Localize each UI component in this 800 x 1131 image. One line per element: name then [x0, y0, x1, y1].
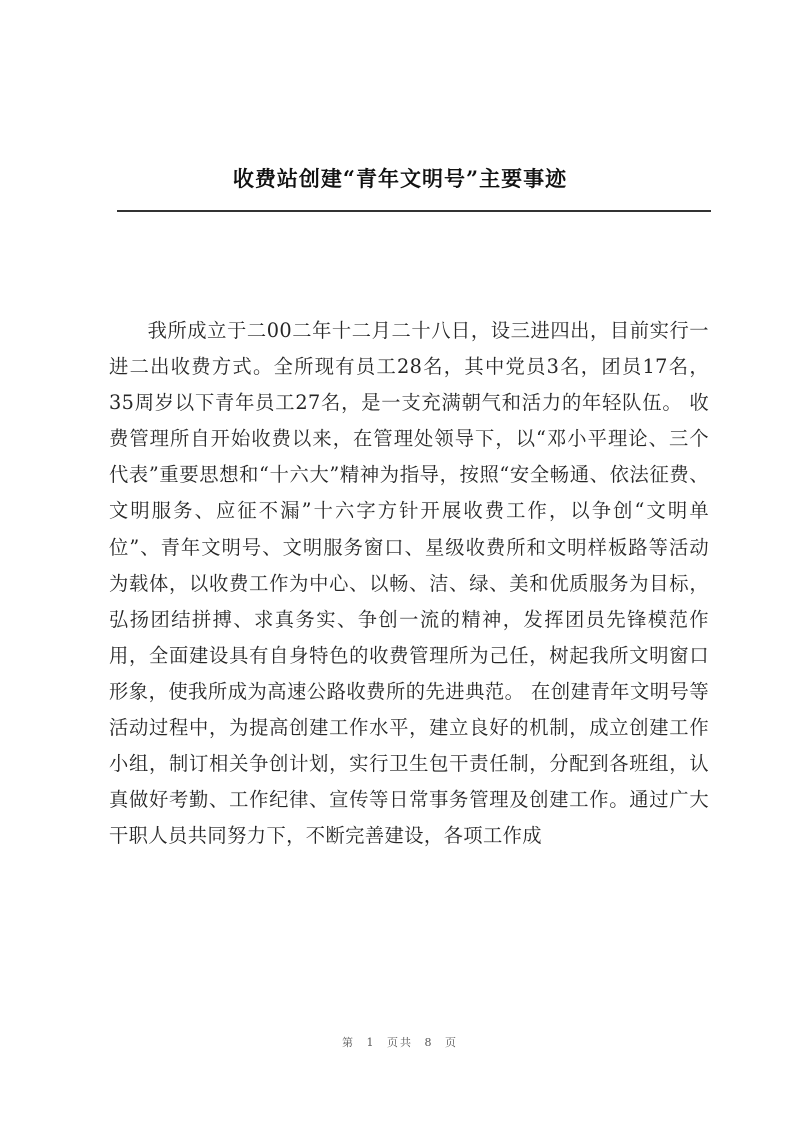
body-paragraph: 我所成立于二00二年十二月二十八日，设三进四出，目前实行一进二出收费方式。全所现有员工28名，其中党员3名，团员17名，35周岁以下青年员工27名，是一支充满朝气和活力的年轻队伍。 收费管理所自开始收费以来，在管理处领导下，以“邓小平理论、三个代表”重要思想和“十六大”精神为指导，按照“安全畅通、依法征费、文明服务、应征不漏”十六字方针开展收费工作，以争创“文明单位”、青年文明号、文明服务窗口、星级收费所和文明样板路等活动为载体，以收费工作为中心、以畅、洁、绿、美和优质服务为目标，弘扬团结拼搏、求真务实、争创一流的精神，发挥团员先锋模范作用，全面建设具有自身特色的收费管理所为己任，树起我所文明窗口形象，使我所成为高速公路收费所的先进典范。 在创建青年文明号等活动过程中，为提高创建工作水平，建立良好的机制，成立创建工作小组，制订相关争创计划，实行卫生包干责任制，分配到各班组，认真做好考勤、工作纪律、宣传等日常事务管理及创建工作。通过广大干职人员共同努力下，不断完善建设，各项工作成: [109, 319, 709, 848]
title-divider: [117, 210, 711, 212]
page-number-footer: 第 1 页共 8 页: [342, 1036, 458, 1049]
page-title: 收费站创建“青年文明号”主要事迹: [232, 166, 568, 191]
